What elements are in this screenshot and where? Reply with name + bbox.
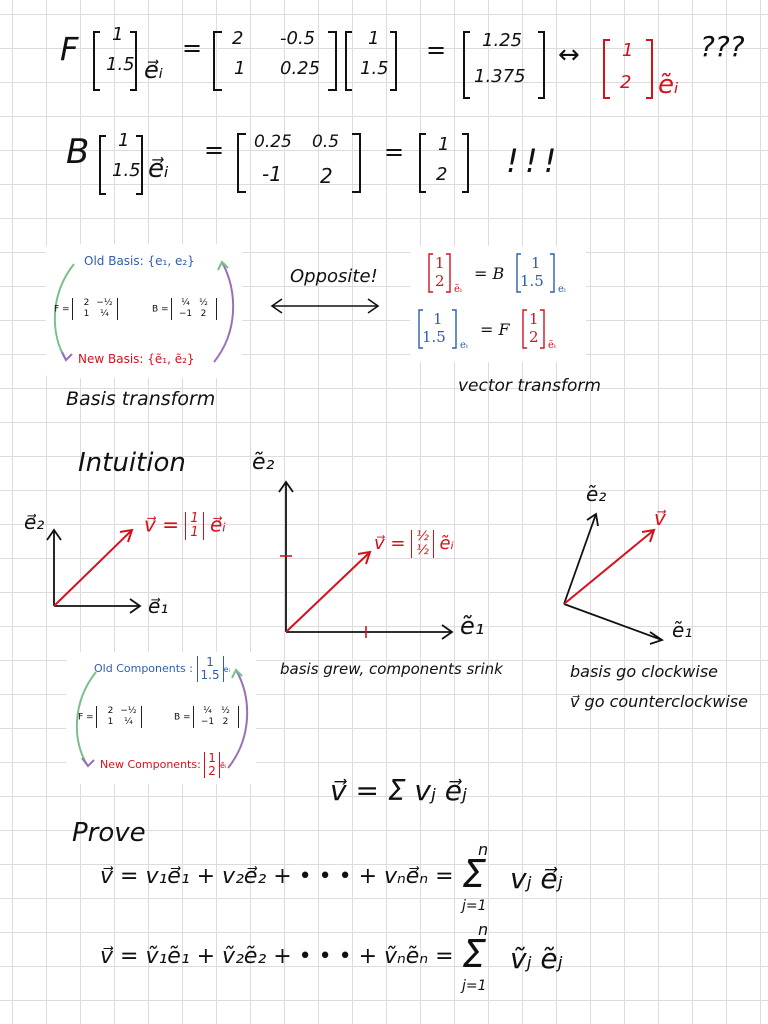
line2-lhs-basis: e⃗ᵢ [148,154,169,184]
opposite-label: Opposite! [290,266,378,287]
cc-F-matrix [96,706,142,728]
pl2-sigma: Σ [462,932,487,976]
cell: −1 [178,309,193,319]
line1-question: ??? [700,30,745,63]
d2-v1: ½ [416,543,429,558]
line1-matrix-brackets [210,28,340,98]
basis-card-F-label: F = [54,304,70,315]
d3-e1-label: ẽ₁ [672,618,693,642]
d2-v-basis: ẽᵢ [439,533,454,554]
pl2-lhs: v⃗ = ṽ₁ẽ₁ + ṽ₂ẽ₂ + • • • + ṽₙẽₙ = [100,944,454,969]
new-basis-label: New Basis: {ẽ₁, ẽ₂} [78,352,195,366]
cell: −½ [120,706,137,716]
line2-m01: 0.5 [312,132,340,152]
vt-l2-r1: 2 [529,328,539,346]
vt-l1-r0: 1 [531,254,541,272]
vt-l1-sub: ẽᵢ [454,284,462,295]
new-components-row [100,752,226,778]
d3-e2-label: ẽ₂ [586,482,607,506]
vector-transform-card [410,246,586,362]
basis-transform-label: Basis transform [66,388,216,410]
d1-v1: 1 [190,525,199,540]
old-components-vec [197,656,224,682]
d1-v-basis: e⃗ᵢ [209,512,226,537]
cell: −1 [200,717,215,727]
cell: ¼ [100,309,109,319]
line2-r1: 2 [436,164,448,185]
components-card-F [78,706,142,728]
d1-v-vec [185,512,203,540]
line1-v0: 1 [368,28,380,49]
prove-heading: Prove [72,818,146,848]
d3-caption-2: v⃗ go counterclockwise [570,692,748,711]
old-components-sub: eᵢ [223,665,230,674]
d2-e1-label: ẽ₁ [460,612,485,640]
old-components-label: Old Components : [94,662,193,675]
line2-eq: = [204,136,225,164]
d2-caption: basis grew, components srink [280,660,503,678]
vt-l2-r0: 1 [529,310,539,328]
line2-m11: 2 [320,164,333,188]
line1-lhs-v0: 1 [112,24,124,45]
cell: ¼ [203,706,212,716]
basis-card-B-matrix [171,298,217,320]
basis-card-B [152,298,217,320]
line2-m10: -1 [262,162,282,186]
vt-line1 [426,252,586,298]
d2-v-label [374,530,454,558]
intuition-heading: Intuition [78,448,186,478]
vt-l1-v0: 1 [435,254,445,272]
line1-m00: 2 [232,28,244,49]
line2-lhs-v1: 1.5 [112,160,141,181]
vt-l2-mid: = F [480,320,510,339]
prove-line-2 [100,920,760,1014]
cc-F-label: F = [78,712,94,723]
oc-v1: 1.5 [200,668,220,682]
basis-card-F [54,298,118,320]
pl1-sum-top: n [478,840,489,859]
line1-m11: 0.25 [280,58,321,79]
sum-formula: v⃗ = Σ vⱼ e⃗ⱼ [330,774,467,807]
line2-B-label: B [66,132,90,172]
cell: ¼ [181,298,190,308]
d2-v-text: v⃗ = [374,533,412,554]
vt-l1-mid: = B [474,264,505,283]
cell: 2 [200,309,207,319]
new-components-sub: ẽᵢ [219,761,227,770]
cell: 1 [107,717,114,727]
cell: ½ [199,298,208,308]
cell: 2 [107,706,114,716]
line2-m00: 0.25 [254,132,292,152]
oc-v0: 1 [206,655,214,669]
vt-l2-rsub: ẽᵢ [548,340,556,351]
components-card-B [174,706,239,728]
cc-B-label: B = [174,712,191,723]
line2-eq2: = [384,138,405,166]
d1-v-text: v⃗ = [144,512,186,537]
vt-l1-r1: 1.5 [520,272,544,290]
line1-m10: 1 [234,58,246,79]
basis-card-B-label: B = [152,304,169,315]
line1-r1: 1.375 [474,66,526,87]
d2-v-vec [411,530,434,558]
old-basis-label: Old Basis: {e₁, e₂} [84,254,195,268]
d1-e1-label: e⃗₁ [148,594,169,618]
old-components-row [94,656,230,682]
basis-card-F-matrix [72,298,118,320]
d1-v-label [144,512,226,540]
components-card [66,652,256,784]
line1-lhs-basis: e⃗ᵢ [144,56,164,84]
line1-arrow: ↔ [558,40,580,70]
cell: ¼ [124,717,133,727]
line1-lhs-v1: 1.5 [106,54,135,75]
vt-l2-sub: eᵢ [460,340,468,351]
vt-l2-v1: 1.5 [422,328,446,346]
double-arrow [266,296,386,316]
nc-v1: 2 [208,764,216,778]
line1-F-label: F [60,30,79,68]
line1-r0: 1.25 [482,30,523,51]
diagram-3 [540,480,760,650]
line1-v1: 1.5 [360,58,389,79]
cell: 1 [83,309,90,319]
line2-r0: 1 [438,134,450,155]
pl2-sum-bottom: j=1 [462,978,487,994]
cell: 2 [83,298,90,308]
pl1-lhs: v⃗ = v₁e⃗₁ + v₂e⃗₂ + • • • + vₙe⃗ₙ = [100,864,454,889]
nc-v0: 1 [208,751,216,765]
vt-line2 [416,308,586,354]
basis-card [46,244,242,378]
line2-lhs-v0: 1 [118,130,130,151]
vt-l1-rsub: eᵢ [558,284,566,295]
vector-transform-label: vector transform [458,376,601,396]
vt-l1-v1: 2 [435,272,445,290]
new-components-label: New Components: [100,758,201,771]
line1-m01: -0.5 [280,28,316,49]
prove-line-1 [100,840,760,926]
d3-v-label: v⃗ [654,506,666,530]
pl2-rhs: ṽⱼ ẽⱼ [510,942,563,975]
cc-B-matrix [193,706,239,728]
cell: 2 [222,717,229,727]
cell: ½ [221,706,230,716]
d2-v0: ½ [416,529,429,544]
equation-line-1 [60,22,760,112]
line1-red-v0: 1 [622,40,634,61]
pl1-sum-bottom: j=1 [462,898,487,914]
line1-red-v1: 2 [620,72,632,93]
cell: −½ [96,298,113,308]
line1-red-basis: ẽᵢ [658,70,679,100]
d2-e2-label: ẽ₂ [252,450,275,475]
d1-v0: 1 [190,511,199,526]
line1-eq: = [182,34,203,62]
new-components-vec [204,752,220,778]
pl1-rhs: vⱼ e⃗ⱼ [510,862,563,895]
vt-l2-v0: 1 [433,310,443,328]
d3-caption-1: basis go clockwise [570,662,718,681]
pl1-sigma: Σ [462,852,487,896]
line1-eq2: = [426,36,447,64]
equation-line-2 [66,128,666,208]
line2-exclaim: !!! [506,142,563,180]
d1-e2-label: e⃗₂ [24,510,45,534]
pl2-sum-top: n [478,920,489,939]
